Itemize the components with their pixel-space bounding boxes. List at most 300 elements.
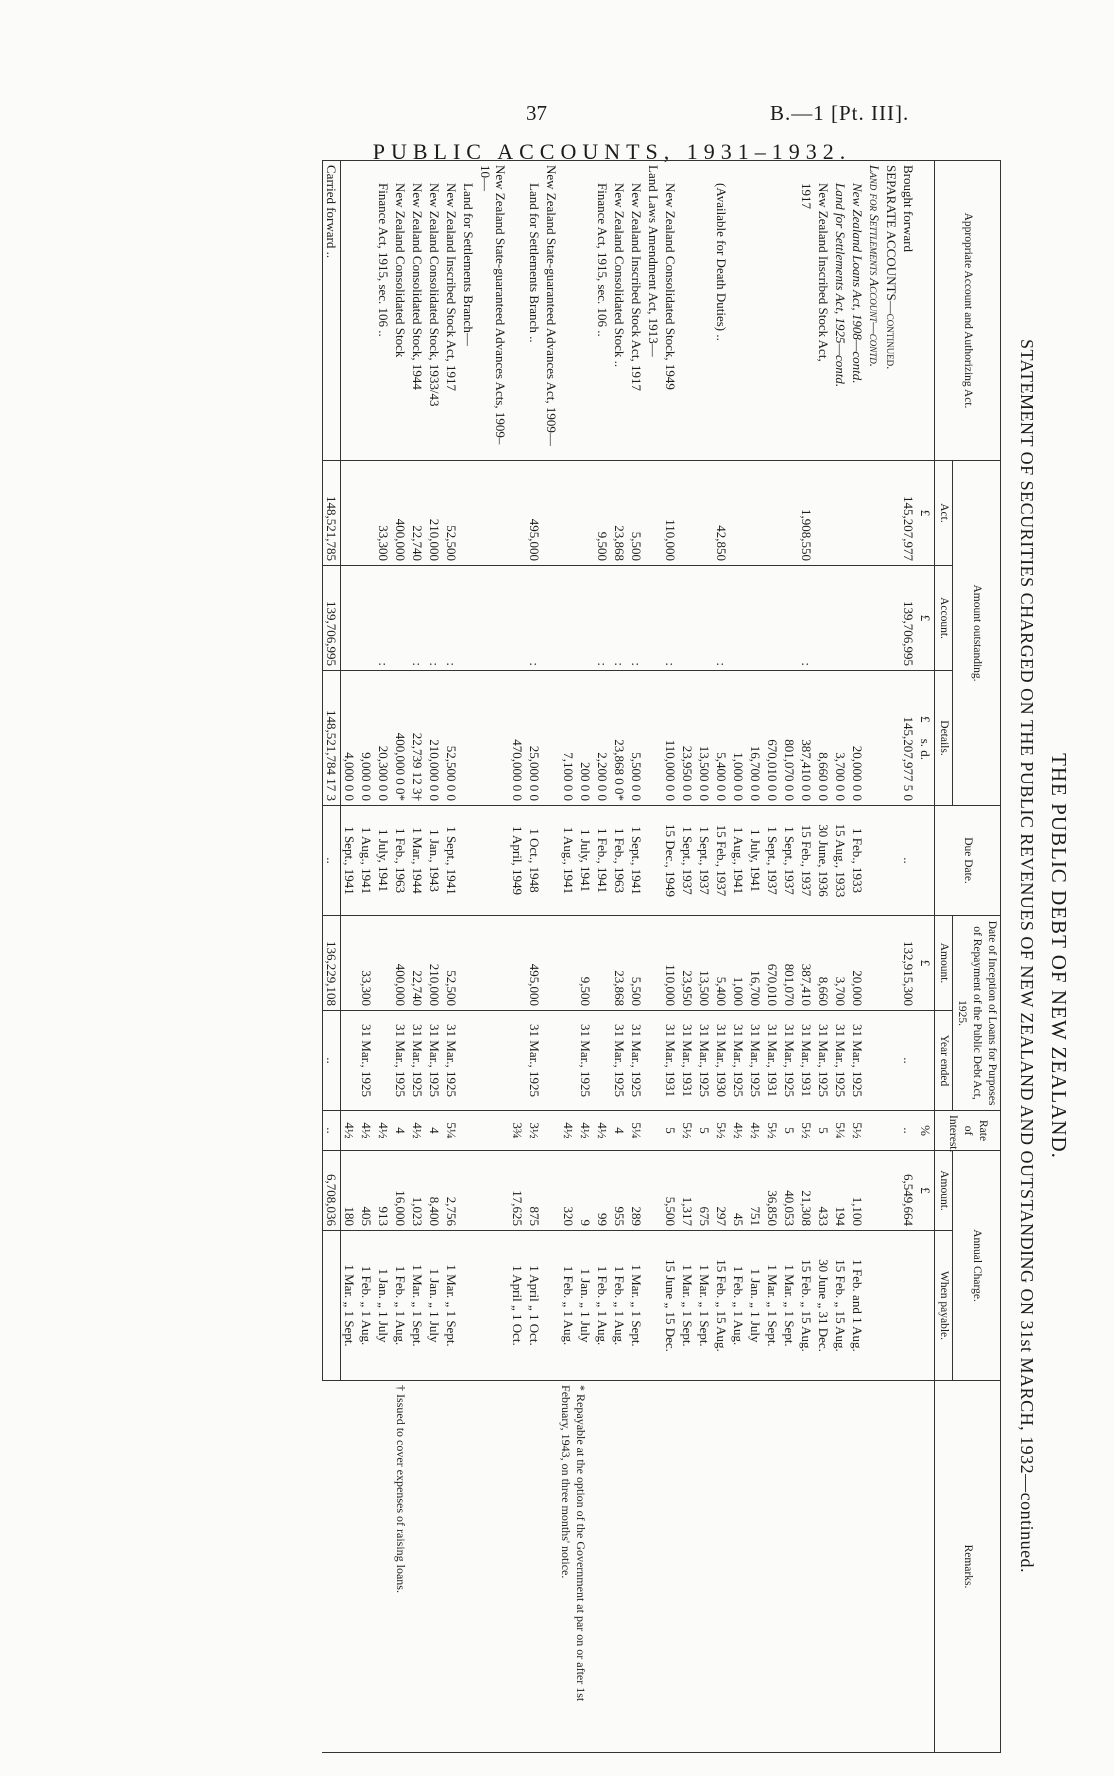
details-amount: 25,000 0 0 <box>526 671 543 806</box>
row-label: New Zealand Loans Act, 1908—contd. <box>849 161 866 461</box>
col-inception-header: Date of Inception of Loans for Purposes of Repayment of the Public Debt Act, 1925. <box>953 916 1001 1111</box>
when-payable: 1 Mar. „ 1 Sept. <box>781 1231 798 1381</box>
due-date <box>543 806 560 916</box>
account-amount <box>781 566 798 671</box>
details-amount: 801,070 0 0 <box>781 671 798 806</box>
annual-charge-amount: 875 <box>526 1151 543 1231</box>
inception-year <box>509 1011 526 1111</box>
col-remarks-header: Remarks. <box>935 1381 1001 1753</box>
due-date: 1 Sept., 1937 <box>764 806 781 916</box>
inception-year: 31 Mar., 1925 <box>443 1011 460 1111</box>
col-inc-year-sub: Year ended <box>935 1011 953 1111</box>
inception-year: 31 Mar., 1931 <box>662 1011 679 1111</box>
act-amount: 23,868 <box>611 461 628 566</box>
interest-rate: 5½ <box>679 1111 696 1151</box>
running-title: PUBLIC ACCOUNTS, 1931–1932. <box>372 139 852 164</box>
details-amount: 5,500 0 0 <box>628 671 645 806</box>
act-amount: 33,300 <box>375 461 392 566</box>
inception-amount: 9,500 <box>577 916 594 1011</box>
when-payable <box>883 1231 900 1381</box>
account-amount: : <box>526 566 543 671</box>
account-amount <box>866 566 883 671</box>
annual-charge-amount: 405 <box>358 1151 375 1231</box>
account-amount: : <box>375 566 392 671</box>
unit-inc-amount: £ <box>917 916 935 1011</box>
details-amount: 2,200 0 0 <box>594 671 611 806</box>
annual-charge-amount: 8,400 <box>426 1151 443 1231</box>
inception-year <box>375 1011 392 1111</box>
row-label: New Zealand Inscribed Stock Act, 1917 <box>443 161 460 461</box>
details-amount: 9,000 0 0 <box>358 671 375 806</box>
inception-amount: 33,300 <box>358 916 375 1011</box>
act-amount: 9,500 <box>594 461 611 566</box>
inception-amount <box>375 916 392 1011</box>
row-label: Land for Settlements Branch— <box>460 161 477 461</box>
when-payable: 1 Feb. „ 1 Aug. <box>611 1231 628 1381</box>
row-label: Land for Settlements Account—contd. <box>866 161 883 461</box>
inception-year: 31 Mar., 1925 <box>696 1011 713 1111</box>
when-payable: 15 Feb. „ 15 Aug. <box>832 1231 849 1381</box>
due-date: 1 Sept., 1937 <box>679 806 696 916</box>
when-payable: 30 June „ 31 Dec. <box>815 1231 832 1381</box>
inception-year: 31 Mar., 1931 <box>798 1011 815 1111</box>
account-amount: : <box>713 566 730 671</box>
act-amount <box>815 461 832 566</box>
interest-rate: 5 <box>815 1111 832 1151</box>
row-label: New Zealand Inscribed Stock Act, <box>815 161 832 461</box>
inception-year: 31 Mar., 1925 <box>409 1011 426 1111</box>
when-payable: 1 Feb. and 1 Aug. <box>849 1231 866 1381</box>
account-amount: : <box>594 566 611 671</box>
col-account-sub: Account. <box>935 566 953 671</box>
annual-charge-amount <box>477 1151 509 1231</box>
interest-rate <box>543 1111 560 1151</box>
inception-year: 31 Mar., 1925 <box>815 1011 832 1111</box>
annual-charge-amount: 320 <box>560 1151 577 1231</box>
inception-year: 31 Mar., 1925 <box>628 1011 645 1111</box>
interest-rate: 5 <box>696 1111 713 1151</box>
details-amount: 1,000 0 0 <box>730 671 747 806</box>
rotated-table-area <box>109 160 1071 1752</box>
row-label <box>560 161 577 461</box>
due-date <box>883 806 900 916</box>
details-amount: 8,660 0 0 <box>815 671 832 806</box>
col-amount-outstanding-header: Amount outstanding. <box>953 461 1001 806</box>
inception-amount <box>560 916 577 1011</box>
row-label: New Zealand State-guaranteed Advances Act, 1909— <box>543 161 560 461</box>
due-date: 15 Feb., 1937 <box>798 806 815 916</box>
row-label: SEPARATE ACCOUNTS—continued. <box>883 161 900 461</box>
details-amount: 20,300 0 0 <box>375 671 392 806</box>
inception-amount <box>477 916 509 1011</box>
annual-charge-amount: 194 <box>832 1151 849 1231</box>
due-date: 1 July, 1941 <box>747 806 764 916</box>
due-date: 1 Jan., 1943 <box>426 806 443 916</box>
inception-year: 31 Mar., 1925 <box>526 1011 543 1111</box>
inception-year <box>645 1011 662 1111</box>
details-amount: 110,000 0 0 <box>662 671 679 806</box>
col-due-date-header: Due Date. <box>935 806 1001 916</box>
details-amount <box>645 671 662 806</box>
due-date: 1 Sept., 1941 <box>628 806 645 916</box>
act-amount: 1,908,550 <box>798 461 815 566</box>
when-payable: 1 Jan. „ 1 July <box>426 1231 443 1381</box>
when-payable: 1 Jan. „ 1 July <box>375 1231 392 1381</box>
when-payable: 1 Mar. „ 1 Sept. <box>443 1231 460 1381</box>
interest-rate: 5¼ <box>443 1111 460 1151</box>
details-amount: 5,400 0 0 <box>713 671 730 806</box>
annual-charge-amount: 6,549,664 <box>900 1151 917 1231</box>
col-act-sub: Act. <box>935 461 953 566</box>
unit-rate: % <box>917 1111 935 1151</box>
inception-amount <box>883 916 900 1011</box>
row-label <box>747 161 764 461</box>
due-date: 1 July, 1941 <box>577 806 594 916</box>
act-amount: 42,850 <box>713 461 730 566</box>
details-amount <box>866 671 883 806</box>
account-amount <box>543 566 560 671</box>
account-amount <box>849 566 866 671</box>
col-act-header: Appropriate Account and Authorizing Act. <box>935 161 1001 461</box>
inception-year: 31 Mar., 1925 <box>392 1011 409 1111</box>
when-payable: 1 Feb. „ 1 Aug. <box>594 1231 611 1381</box>
details-amount: 52,500 0 0 <box>443 671 460 806</box>
inception-amount: 23,868 <box>611 916 628 1011</box>
act-amount <box>866 461 883 566</box>
details-amount: 23,950 0 0 <box>679 671 696 806</box>
act-amount: 148,521,785 <box>323 461 341 566</box>
inception-year <box>460 1011 477 1111</box>
interest-rate <box>866 1111 883 1151</box>
inception-amount: 3,700 <box>832 916 849 1011</box>
row-label <box>358 161 375 461</box>
annual-charge-amount: 675 <box>696 1151 713 1231</box>
inception-amount: 136,229,108 <box>323 916 341 1011</box>
account-amount <box>477 566 509 671</box>
when-payable: 1 Mar. „ 1 Sept. <box>341 1231 359 1381</box>
act-amount <box>477 461 509 566</box>
inception-amount: 670,010 <box>764 916 781 1011</box>
due-date: 1 July, 1941 <box>375 806 392 916</box>
details-amount <box>883 671 900 806</box>
col-rate-header: Rate of Interest. <box>935 1111 1001 1151</box>
row-label: Carried forward .. <box>323 161 341 461</box>
interest-rate: 5¼ <box>628 1111 645 1151</box>
inception-year: .. <box>323 1011 341 1111</box>
row-label: New Zealand Consolidated Stock, 1949 <box>662 161 679 461</box>
annual-charge-amount <box>460 1151 477 1231</box>
when-payable: 1 Feb. „ 1 Aug. <box>730 1231 747 1381</box>
account-amount <box>883 566 900 671</box>
due-date: 1 Sept., 1941 <box>341 806 359 916</box>
col-inc-amount-sub: Amount. <box>935 916 953 1011</box>
details-amount: 400,000 0 0* <box>392 671 409 806</box>
act-amount: 52,500 <box>443 461 460 566</box>
account-amount <box>341 566 359 671</box>
account-amount <box>764 566 781 671</box>
when-payable: 1 April „ 1 Oct. <box>526 1231 543 1381</box>
when-payable: 1 Mar. „ 1 Sept. <box>409 1231 426 1381</box>
due-date: 1 Feb., 1933 <box>849 806 866 916</box>
act-amount <box>696 461 713 566</box>
inception-amount: 1,000 <box>730 916 747 1011</box>
when-payable: 1 Feb. „ 1 Aug. <box>560 1231 577 1381</box>
act-amount <box>543 461 560 566</box>
interest-rate: 5 <box>781 1111 798 1151</box>
annual-charge-amount: 2,756 <box>443 1151 460 1231</box>
due-date: 1 Feb., 1941 <box>594 806 611 916</box>
details-amount <box>477 671 509 806</box>
inception-year: 31 Mar., 1931 <box>764 1011 781 1111</box>
inception-amount <box>341 916 359 1011</box>
when-payable: 1 Feb. „ 1 Aug. <box>392 1231 409 1381</box>
act-amount <box>358 461 375 566</box>
when-payable <box>645 1231 662 1381</box>
when-payable: 15 Feb. „ 15 Aug. <box>798 1231 815 1381</box>
interest-rate <box>645 1111 662 1151</box>
annual-charge-amount: 36,850 <box>764 1151 781 1231</box>
account-amount <box>358 566 375 671</box>
inception-year <box>560 1011 577 1111</box>
due-date: 1 April, 1949 <box>509 806 526 916</box>
inception-year <box>594 1011 611 1111</box>
inception-year: 31 Mar., 1930 <box>713 1011 730 1111</box>
inception-amount: 132,915,300 <box>900 916 917 1011</box>
act-amount <box>679 461 696 566</box>
details-amount <box>460 671 477 806</box>
due-date: 1 Feb., 1963 <box>611 806 628 916</box>
interest-rate: 4½ <box>358 1111 375 1151</box>
when-payable: 1 Mar. „ 1 Sept. <box>679 1231 696 1381</box>
annual-charge-amount <box>883 1151 900 1231</box>
account-amount <box>679 566 696 671</box>
interest-rate: .. <box>900 1111 917 1151</box>
act-amount: 22,740 <box>409 461 426 566</box>
due-date: .. <box>900 806 917 916</box>
account-amount <box>747 566 764 671</box>
act-amount <box>460 461 477 566</box>
row-label <box>679 161 696 461</box>
details-amount: 22,739 12 3† <box>409 671 426 806</box>
due-date <box>645 806 662 916</box>
details-amount: 23,868 0 0* <box>611 671 628 806</box>
annual-charge-amount <box>645 1151 662 1231</box>
due-date: 1 Sept., 1937 <box>781 806 798 916</box>
account-amount: 139,706,995 <box>900 566 917 671</box>
inception-year: 31 Mar., 1925 <box>358 1011 375 1111</box>
interest-rate: 4 <box>611 1111 628 1151</box>
inception-amount: 400,000 <box>392 916 409 1011</box>
interest-rate: 4½ <box>560 1111 577 1151</box>
details-amount: 145,207,977 5 0 <box>900 671 917 806</box>
interest-rate: 5½ <box>798 1111 815 1151</box>
inception-year: 31 Mar., 1925 <box>730 1011 747 1111</box>
unit-account: £ <box>917 566 935 671</box>
act-amount: 110,000 <box>662 461 679 566</box>
details-amount: 200 0 0 <box>577 671 594 806</box>
unit-details: £ s. d. <box>917 671 935 806</box>
account-amount <box>509 566 526 671</box>
when-payable <box>866 1231 883 1381</box>
account-amount: : <box>798 566 815 671</box>
account-amount: : <box>611 566 628 671</box>
annual-charge-amount <box>866 1151 883 1231</box>
interest-rate: 4 <box>392 1111 409 1151</box>
row-label: Finance Act, 1915, sec. 106 .. <box>375 161 392 461</box>
when-payable <box>477 1231 509 1381</box>
annual-charge-amount: 751 <box>747 1151 764 1231</box>
interest-rate: 5 <box>662 1111 679 1151</box>
due-date: 1 Aug., 1941 <box>560 806 577 916</box>
details-amount: 148,521,784 17 3 <box>323 671 341 806</box>
inception-amount: 5,500 <box>628 916 645 1011</box>
act-amount: 5,500 <box>628 461 645 566</box>
col-ac-when-sub: When payable. <box>935 1231 953 1381</box>
annual-charge-amount: 433 <box>815 1151 832 1231</box>
when-payable <box>543 1231 560 1381</box>
details-amount: 670,010 0 0 <box>764 671 781 806</box>
row-label <box>509 161 526 461</box>
row-label: (Available for Death Duties) .. <box>713 161 730 461</box>
inception-amount: 210,000 <box>426 916 443 1011</box>
when-payable: 1 Jan. „ 1 July <box>577 1231 594 1381</box>
row-label: 1917 <box>798 161 815 461</box>
act-amount <box>747 461 764 566</box>
when-payable: 15 June „ 15 Dec. <box>662 1231 679 1381</box>
account-amount: : <box>662 566 679 671</box>
due-date: 15 Feb., 1937 <box>713 806 730 916</box>
interest-rate: .. <box>323 1111 341 1151</box>
when-payable: 15 Feb. „ 15 Aug. <box>713 1231 730 1381</box>
inception-year: 31 Mar., 1931 <box>679 1011 696 1111</box>
inception-amount <box>645 916 662 1011</box>
due-date: 1 Aug., 1941 <box>730 806 747 916</box>
row-label <box>781 161 798 461</box>
inception-year: 31 Mar., 1925 <box>577 1011 594 1111</box>
annual-charge-amount: 289 <box>628 1151 645 1231</box>
annual-charge-amount: 1,317 <box>679 1151 696 1231</box>
annual-charge-amount: 21,308 <box>798 1151 815 1231</box>
when-payable <box>323 1231 341 1381</box>
act-amount <box>832 461 849 566</box>
remarks-cell <box>323 1381 935 1753</box>
row-label: New Zealand Consolidated Stock .. <box>611 161 628 461</box>
act-amount: 400,000 <box>392 461 409 566</box>
interest-rate: 5½ <box>849 1111 866 1151</box>
inception-amount: 16,700 <box>747 916 764 1011</box>
row-label <box>764 161 781 461</box>
when-payable: 1 Mar. „ 1 Sept. <box>764 1231 781 1381</box>
inception-year: 31 Mar., 1925 <box>747 1011 764 1111</box>
interest-rate <box>460 1111 477 1151</box>
annual-charge-amount: 180 <box>341 1151 359 1231</box>
remark-expenses-note: † Issued to cover expenses of raising loans. <box>394 1385 408 1593</box>
when-payable <box>900 1231 917 1381</box>
row-label: New Zealand Consolidated Stock <box>392 161 409 461</box>
row-label: Finance Act, 1915, sec. 106 .. <box>594 161 611 461</box>
when-payable: 1 Mar. „ 1 Sept. <box>628 1231 645 1381</box>
account-amount <box>815 566 832 671</box>
inception-amount: 13,500 <box>696 916 713 1011</box>
interest-rate: 4½ <box>375 1111 392 1151</box>
inception-amount: 5,400 <box>713 916 730 1011</box>
act-amount <box>341 461 359 566</box>
account-amount: : <box>443 566 460 671</box>
details-amount: 4,000 0 0 <box>341 671 359 806</box>
inception-year <box>477 1011 509 1111</box>
act-amount <box>509 461 526 566</box>
inception-amount: 801,070 <box>781 916 798 1011</box>
annual-charge-amount: 1,023 <box>409 1151 426 1231</box>
annual-charge-amount: 40,053 <box>781 1151 798 1231</box>
due-date <box>460 806 477 916</box>
when-payable <box>460 1231 477 1381</box>
securities-table <box>322 160 1001 1753</box>
col-ac-amount-sub: Amount. <box>935 1151 953 1231</box>
interest-rate: 5½ <box>713 1111 730 1151</box>
account-amount <box>560 566 577 671</box>
annual-charge-amount: 5,500 <box>662 1151 679 1231</box>
account-amount <box>832 566 849 671</box>
interest-rate: 4½ <box>730 1111 747 1151</box>
details-amount: 470,000 0 0 <box>509 671 526 806</box>
inception-amount: 52,500 <box>443 916 460 1011</box>
row-label <box>696 161 713 461</box>
due-date: 1 Sept., 1941 <box>443 806 460 916</box>
act-amount: 145,207,977 <box>900 461 917 566</box>
details-amount: 387,410 0 0 <box>798 671 815 806</box>
due-date: 1 Oct., 1948 <box>526 806 543 916</box>
details-amount: 210,000 0 0 <box>426 671 443 806</box>
inception-amount: 110,000 <box>662 916 679 1011</box>
due-date: 1 Mar., 1944 <box>409 806 426 916</box>
row-label: New Zealand State-guaranteed Advances Acts, 1909–10— <box>477 161 509 461</box>
account-amount: 139,706,995 <box>323 566 341 671</box>
inception-amount <box>543 916 560 1011</box>
when-payable: 1 Jan. „ 1 July <box>747 1231 764 1381</box>
due-date: 15 Aug., 1933 <box>832 806 849 916</box>
interest-rate: 3½ <box>526 1111 543 1151</box>
inception-amount <box>594 916 611 1011</box>
due-date <box>866 806 883 916</box>
inception-amount: 495,000 <box>526 916 543 1011</box>
unit-ac-amount: £ <box>917 1151 935 1231</box>
inception-year: 31 Mar., 1925 <box>781 1011 798 1111</box>
unit-act: £ <box>917 461 935 566</box>
inception-amount: 20,000 <box>849 916 866 1011</box>
account-amount <box>730 566 747 671</box>
act-amount <box>781 461 798 566</box>
header-row-1 <box>953 161 1001 1753</box>
annual-charge-amount: 913 <box>375 1151 392 1231</box>
inception-year: 31 Mar., 1925 <box>832 1011 849 1111</box>
details-amount: 7,100 0 0 <box>560 671 577 806</box>
act-amount: 495,000 <box>526 461 543 566</box>
row-label: New Zealand Consolidated Stock, 1944 <box>409 161 426 461</box>
act-amount <box>730 461 747 566</box>
inception-amount: 22,740 <box>409 916 426 1011</box>
annual-charge-amount: 45 <box>730 1151 747 1231</box>
when-payable: 1 April „ 1 Oct. <box>509 1231 526 1381</box>
interest-rate <box>477 1111 509 1151</box>
act-amount <box>764 461 781 566</box>
account-amount <box>460 566 477 671</box>
account-amount: : <box>409 566 426 671</box>
account-amount <box>696 566 713 671</box>
due-date: .. <box>323 806 341 916</box>
inception-amount: 387,410 <box>798 916 815 1011</box>
row-label: Land for Settlements Branch .. <box>526 161 543 461</box>
